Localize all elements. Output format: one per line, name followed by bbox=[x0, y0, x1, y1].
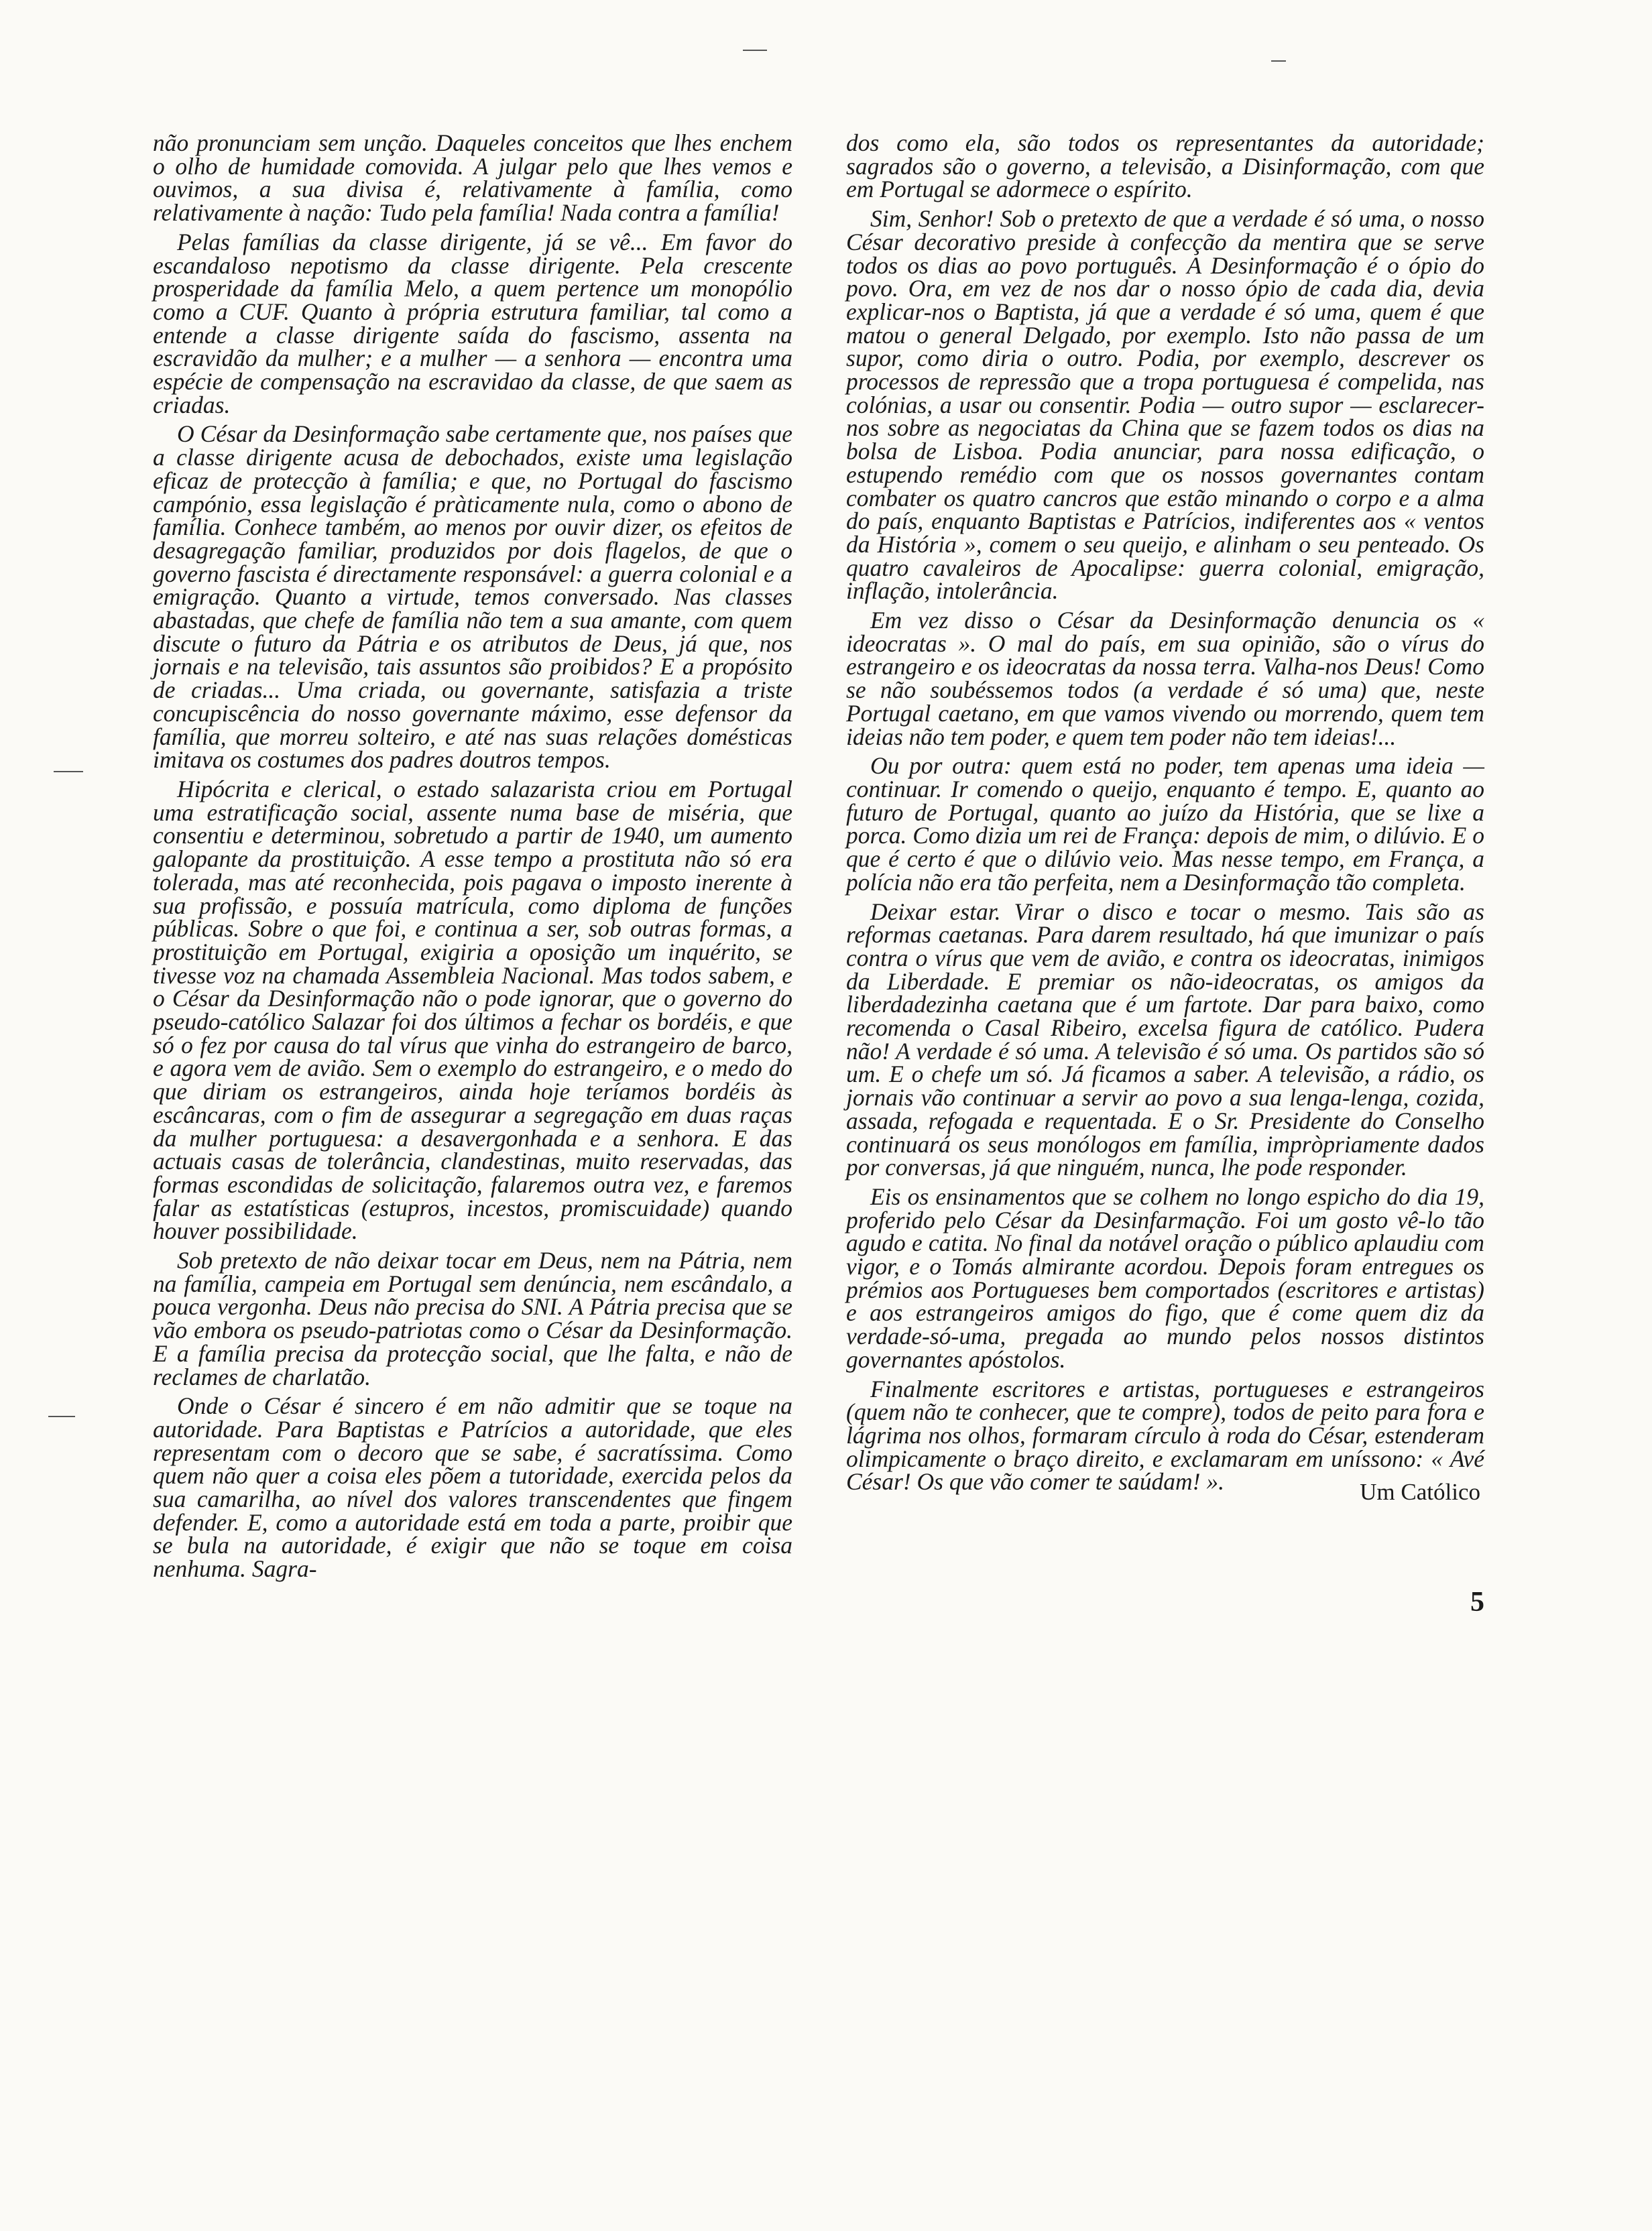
scan-mark-left-1 bbox=[54, 771, 83, 772]
right-column bbox=[846, 131, 1484, 1494]
paragraph-left-1: não pronunciam sem unção. Daqueles conceitos que lhes enchem o olho de humidade comovida. A julgar pelo que lhes vemos e ouvimos, a sua divisa é, relativamente à família, como relativamente à nação: Tudo pela família! Nada contra a família! bbox=[153, 129, 792, 227]
page-number: 5 bbox=[1470, 1587, 1484, 1618]
paragraph-right-6: Eis os ensinamentos que se colhem no longo espicho do dia 19, proferido pelo César da Desinfarmação. Foi um gosto vê-lo tão agudo e catita. No final da notável oração o público aplaudiu com vigor, e o Tomás almirante acordou. Depois foram entregues os prémios aos Portugueses bem comportados (escritores e artistas) e aos estrangeiros amigos do figo, que é come quem diz da verdade-só-uma, pregada ao mundo pelos nossos distintos governantes apóstolos. bbox=[846, 1183, 1484, 1373]
paragraph-left-2: Pelas famílias da classe dirigente, já se vê... Em favor do escandaloso nepotismo da classe dirigente. Pela crescente prosperidade da família Melo, a quem pertence um monopólio como a CUF. Quanto à própria estrutura familiar, tal como a entende a classe dirigente saída do fascismo, assenta na escravidão da mulher; e a mulher — a senhora — encontra uma espécie de compensação na escravidao da classe, de que saem as criadas. bbox=[153, 228, 792, 418]
paragraph-right-3: Em vez disso o César da Desinformação denuncia os « ideocratas ». O mal do país, em sua opinião, são o vírus do estrangeiro e os ideocratas da nossa terra. Valha-nos Deus! Como se não soubéssemos todos (a verdade é só uma) que, neste Portugal caetano, em que vamos vivendo ou morrendo, quem tem ideias não tem poder, e quem tem poder não tem ideias!... bbox=[846, 607, 1484, 750]
scan-mark-top-right bbox=[1271, 60, 1286, 62]
paragraph-right-7: Finalmente escritores e artistas, portugueses e estrangeiros (quem não te conhecer, que te compre), todos de peito para fora e lágrima nos olhos, formaram círculo à roda do César, estenderam olimpicamente o braço direito, e exclamaram em uníssono: « Avé César! Os que vão comer te saúdam! ». bbox=[846, 1375, 1484, 1496]
paragraph-left-5: Sob pretexto de não deixar tocar em Deus, nem na Pátria, nem na família, campeia em Portugal sem denúncia, nem escândalo, a pouca vergonha. Deus não precisa do SNI. A Pátria precisa que se vão embora os pseudo-patriotas como o César da Desinformação. E a família precisa da protecção social, que lhe falta, e não de reclames de charlatão. bbox=[153, 1247, 792, 1390]
author-signature: Um Católico bbox=[1360, 1479, 1480, 1505]
paragraph-right-2: Sim, Senhor! Sob o pretexto de que a verdade é só uma, o nosso César decorativo preside à confecção da mentira que se serve todos os dias ao povo português. A Desinformação é o ópio do povo. Ora, em vez de nos dar o nosso ópio de cada dia, devia explicar-nos o Baptista, já que a verdade é só uma, quem é que matou o general Delgado, por exemplo. Isto não passa de um supor, como diria o outro. Podia, por exemplo, descrever os processos de repressão que a tropa portuguesa é compelida, nas colónias, a usar ou consentir. Podia — outro supor — esclarecer-nos sobre as negociatas da China que se fazem todos os dias na bolsa de Lisboa. Podia anunciar, para nossa edificação, o estupendo remédio com que os nossos governantes contam combater os quatro cancros que estão minando o corpo e a alma do país, enquanto Baptistas e Patrícios, indiferentes aos « ventos da História », comem o seu queijo, e alinham o seu penteado. Os quatro cavaleiros de Apocalipse: guerra colonial, emigração, inflação, intolerância. bbox=[846, 205, 1484, 605]
paragraph-left-3: O César da Desinformação sabe certamente que, nos países que a classe dirigente acusa de debochados, existe uma legislação eficaz de protecção à família; e que, no Portugal do fascismo campónio, essa legislação é pràticamente nula, como o abono de família. Conhece também, ao menos por ouvir dizer, os efeitos de desagregação familiar, produzidos por dois flagelos, de que o governo fascista é directamente responsável: a guerra colonial e a emigração. Quanto a virtude, temos conversado. Nas classes abastadas, que chefe de família não tem a sua amante, com quem discute o futuro da Pátria e os atributos de Deus, já que, nos jornais e na televisão, tais assuntos são proibidos? E a propósito de criadas... Uma criada, ou governante, satisfazia a triste concupiscência do nosso governante máximo, esse defensor da família, que morreu solteiro, e até nas suas relações domésticas imitava os costumes dos padres doutros tempos. bbox=[153, 420, 792, 774]
paragraph-right-4: Ou por outra: quem está no poder, tem apenas uma ideia — continuar. Ir comendo o queijo, enquanto é tempo. E, quanto ao futuro de Portugal, quanto ao juízo da História, que se lixe a porca. Como dizia um rei de França: depois de mim, o dilúvio. E o que é certo é que o dilúvio veio. Mas nesse tempo, em França, a polícia não era tão perfeita, nem a Desinformação tão completa. bbox=[846, 752, 1484, 896]
scan-mark-top bbox=[743, 50, 767, 51]
paragraph-right-5: Deixar estar. Virar o disco e tocar o mesmo. Tais são as reformas caetanas. Para darem resultado, há que imunizar o país contra o vírus que vem de avião, e contra os ideocratas, inimigos da Liberdade. E premiar os não-ideocratas, os amigos da liberdadezinha caetana que é um fartote. Dar para baixo, como recomenda o Casal Ribeiro, excelsa figura de católico. Pudera não! A verdade é só uma. A televisão é só uma. Os partidos são só um. E o chefe um só. Já ficamos a saber. A televisão, a rádio, os jornais vão continuar a servir ao povo a sua lenga-lenga, cozida, assada, refogada e requentada. E o Sr. Presidente do Conselho continuará os seus monólogos em família, impròpriamente dados por conversas, já que ninguém, nunca, lhe pode responder. bbox=[846, 898, 1484, 1181]
paragraph-left-6: Onde o César é sincero é em não admitir que se toque na autoridade. Para Baptistas e Patrícios a autoridade, que eles representam com o decoro que se sabe, é sacratíssima. Como quem não quer a coisa eles põem a tutoridade, exercida pelos da sua camarilha, ao nível dos valores transcendentes que fingem defender. E, como a autoridade está em toda a parte, proibir que se bula na autoridade, é exigir que não se toque em coisa nenhuma. Sagra- bbox=[153, 1392, 792, 1583]
left-column bbox=[153, 131, 792, 1581]
paragraph-right-1: dos como ela, são todos os representantes da autoridade; sagrados são o governo, a televisão, a Disinformação, com que em Portugal se adormece o espírito. bbox=[846, 129, 1484, 203]
scan-mark-left-2 bbox=[48, 1416, 75, 1417]
paragraph-left-4: Hipócrita e clerical, o estado salazarista criou em Portugal uma estratificação social, assente numa base de miséria, que consentiu e determinou, sobretudo a partir de 1940, um aumento galopante da prostituição. A esse tempo a prostituta não só era tolerada, mas até reconhecida, pois pagava o imposto inerente à sua profissão, e possuía matrícula, como diploma de funções públicas. Sobre o que foi, e continua a ser, sob outras formas, a prostituição em Portugal, exigiria a oposição um inquérito, se tivesse voz na chamada Assembleia Nacional. Mas todos sabem, e o César da Desinformação não o pode ignorar, que o governo do pseudo-católico Salazar foi dos últimos a fechar os bordéis, e que só o fez por causa do tal vírus que vinha do estrangeiro de barco, e agora vem de avião. Sem o exemplo do estrangeiro, e o medo do que diriam os estrangeiros, ainda hoje teríamos bordéis às escâncaras, com o fim de assegurar a segregação em duas raças da mulher portuguesa: a desavergonhada e a senhora. E das actuais casas de tolerância, clandestinas, muito reservadas, das formas escondidas de solicitação, falaremos outra vez, e faremos falar as estatísticas (estupros, incestos, promiscuidade) quando houver possibilidade. bbox=[153, 775, 792, 1245]
